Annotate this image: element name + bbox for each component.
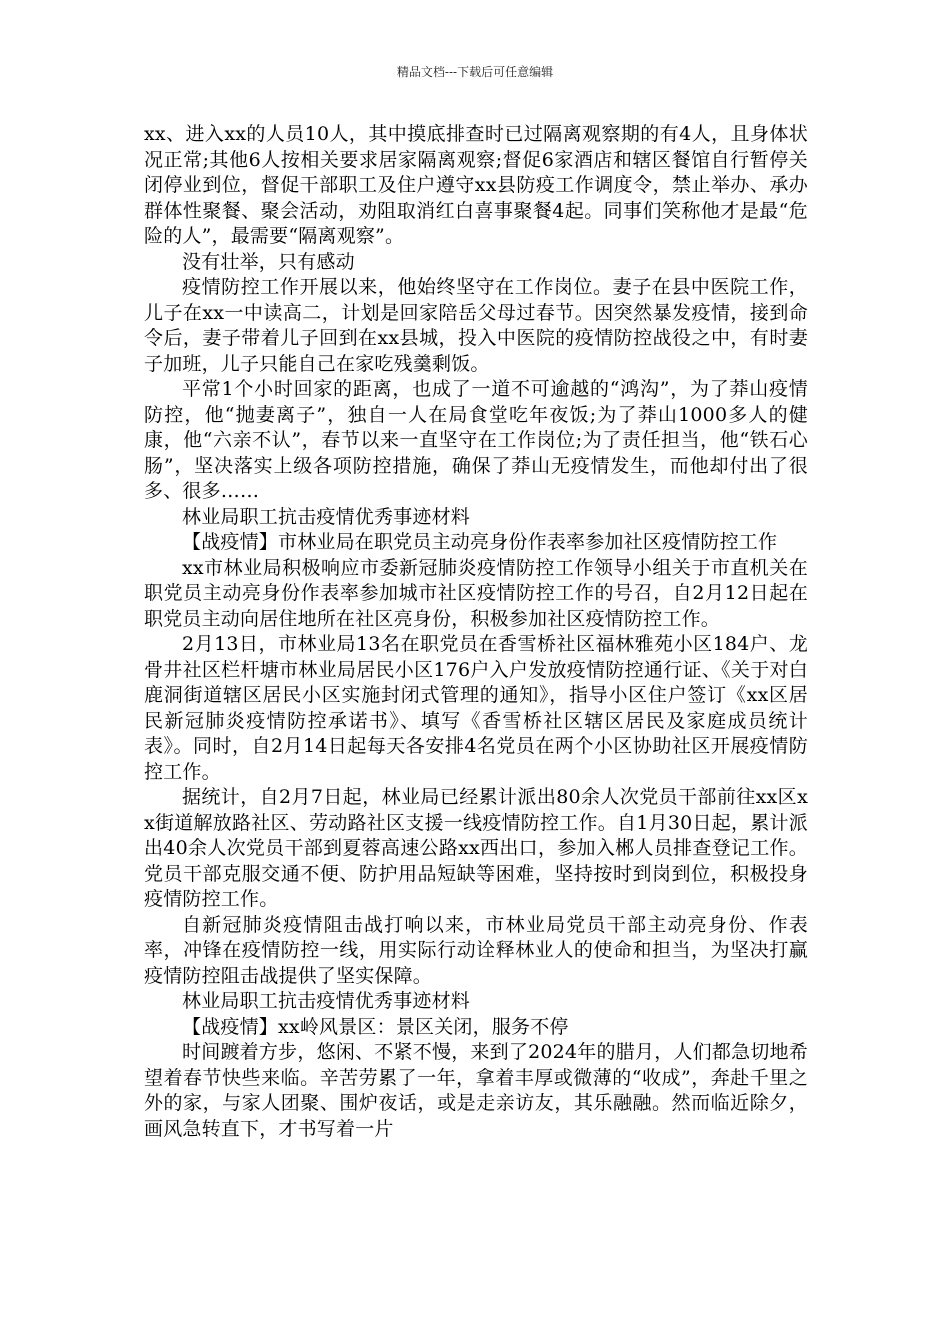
paragraph-3: 疫情防控工作开展以来，他始终坚守在工作岗位。妻子在县中医院工作，儿子在xx一中读高二，计划是回家陪岳父母过春节。因突然暴发疫情，接到命令后，妻子带着儿子回到在xx县城，投入中医院的疫情防控战役之中，有时妻子加班，儿子只能自己在家吃残羹剩饭。 [144,276,808,375]
paragraph-5-title: 林业局职工抗击疫情优秀事迹材料 [182,505,471,528]
paragraph-10: 自新冠肺炎疫情阻击战打响以来，市林业局党员干部主动亮身份、作表率，冲锋在疫情防控一线，用实际行动诠释林业人的使命和担当，为坚决打赢疫情防控阻击战提供了坚实保障。 [144,913,808,987]
paragraph-8: 2月13日，市林业局13名在职党员在香雪桥社区福林雅苑小区184户、龙骨井社区栏杆塘市林业局居民小区176户入户发放疫情防控通行证、《关于对白鹿洞街道辖区居民小区实施封闭式管理的通知》，指导小区住户签订《xx区居民新冠肺炎疫情防控承诺书》、填写《香雪桥社区辖区居民及家庭成员统计表》。同时，自2月14日起每天各安排4名党员在两个小区协助社区开展疫情防控工作。 [144,633,808,783]
paragraph-7: xx市林业局积极响应市委新冠肺炎疫情防控工作领导小组关于市直机关在职党员主动亮身份作表率参加城市社区疫情防控工作的号召，自2月12日起在职党员主动向居住地所在社区亮身份，积极参加社区疫情防控工作。 [144,556,808,630]
document-body [144,122,808,1142]
page-header: 精品文档---下载后可任意编辑 [396,65,554,79]
paragraph-13: 时间踱着方步，悠闲、不紧不慢，来到了2024年的腊月，人们都急切地希望着春节快些来临。辛苦劳累了一年，拿着丰厚或微薄的“收成”，奔赴千里之外的家，与家人团聚、围炉夜话，或是走亲访友，其乐融融。然而临近除夕，画风急转直下，才书写着一片 [144,1041,808,1140]
paragraph-11-title: 林业局职工抗击疫情优秀事迹材料 [182,990,471,1012]
paragraph-12-headline: 【战疫情】xx岭风景区：景区关闭，服务不停 [182,1015,569,1038]
paragraph-9: 据统计，自2月7日起，林业局已经累计派出80余人次党员干部前往xx区xx街道解放路社区、劳动路社区支援一线疫情防控工作。自1月30日起，累计派出40余人次党员干部到夏蓉高速公路xx西出口，参加入郴人员排查登记工作。党员干部克服交通不便、防护用品短缺等困难，坚持按时到岗到位，积极投身疫情防控工作。 [144,786,808,910]
paragraph-4: 平常1个小时回家的距离，也成了一道不可逾越的“鸿沟”，为了莽山疫情防控，他“抛妻离子”，独自一人在局食堂吃年夜饭;为了莽山1000多人的健康，他“六亲不认”，春节以来一直坚守在工作岗位;为了责任担当，他“铁石心肠”，坚决落实上级各项防控措施，确保了莽山无疫情发生，而他却付出了很多、很多…… [144,378,808,502]
paragraph-1: xx、进入xx的人员10人，其中摸底排查时已过隔离观察期的有4人，且身体状况正常;其他6人按相关要求居家隔离观察;督促6家酒店和辖区餐馆自行暂停关闭停业到位，督促干部职工及住户遵守xx县防疫工作调度令，禁止举办、承办群体性聚餐、聚会活动，劝阻取消红白喜事聚餐4起。同事们笑称他才是最“危险的人”，最需要“隔离观察”。 [144,123,808,247]
paragraph-6-headline: 【战疫情】市林业局在职党员主动亮身份作表率参加社区疫情防控工作 [182,531,778,553]
paragraph-2-subheading: 没有壮举，只有感动 [182,250,355,273]
